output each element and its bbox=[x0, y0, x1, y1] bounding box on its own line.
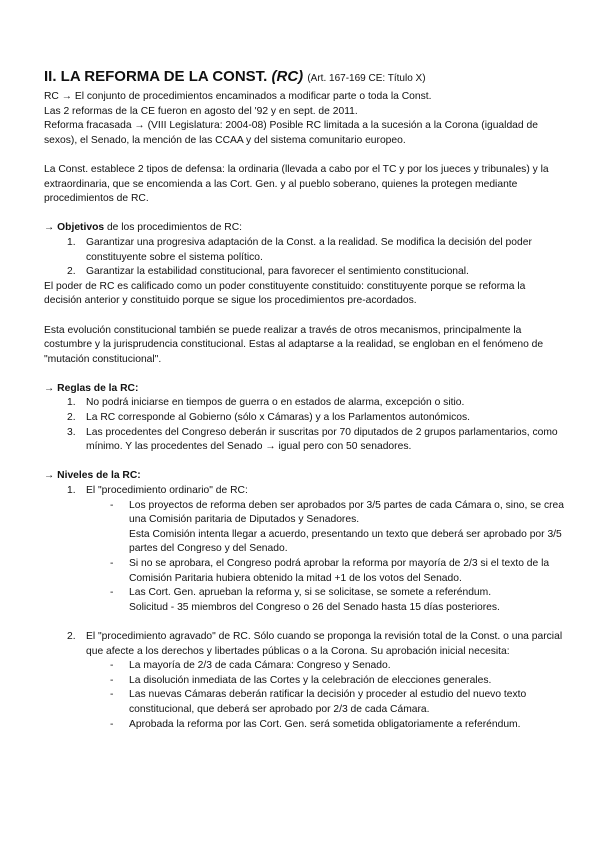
list-item: - Si no se aprobara, el Congreso podrá aprobar la reforma por mayoría de 2/3 si el texto de la Comisión Paritaria hubiera obtenido la mitad +1 de los votos del Senado. bbox=[110, 558, 550, 584]
intro-line-3: Reforma fracasada → (VIII Legislatura: 2004-08) Posible RC limitada a la sucesión a la Corona (igualdad de sexos), el Senado, la mención de las CCAA y del sistema comunitario europeo. bbox=[44, 120, 538, 146]
list-item: 3. Las procedentes del Congreso deberán ir suscritas por 70 diputados de 2 grupos parlamentarios, como mínimo. Y las procedentes del Senado → igual pero con 50 senadores. bbox=[67, 426, 558, 453]
list-item: 1. No podrá iniciarse en tiempos de guerra o en estados de alarma, excepción o sitio. bbox=[67, 397, 465, 409]
title-main: II. LA REFORMA DE LA CONST. bbox=[44, 68, 268, 85]
document-page bbox=[44, 68, 564, 732]
ordinario-list bbox=[44, 499, 564, 616]
title-italic: (RC) bbox=[271, 68, 304, 85]
defensa-paragraph: La Const. establece 2 tipos de defensa: la ordinaria (llevada a cabo por el TC y por los jueces y tribunales) y la extraordinaria, que se encomienda a las Cort. Gen. y al pueblo soberano, quienes la protegen mediante procedimientos de RC. bbox=[44, 163, 549, 205]
niveles-heading: → Niveles de la RC: bbox=[44, 470, 141, 482]
agravado-list bbox=[44, 659, 564, 732]
list-item: - La disolución inmediata de las Cortes y la celebración de elecciones generales. bbox=[110, 674, 492, 686]
title-reference: (Art. 167-169 CE: Título X) bbox=[307, 73, 426, 84]
list-item: - Las nuevas Cámaras deberán ratificar la decisión y proceder al estudio del nuevo texto constitucional, que deberá ser aprobado por 2/3 de cada Cámara. bbox=[110, 689, 527, 715]
procedimiento-agravado: 2. El "procedimiento agravado" de RC. Sólo cuando se proponga la revisión total de la Const. o una parcial que afecte a los derechos y libertades públicas o a la Corona. Su aprobación inicial necesita: bbox=[67, 630, 563, 657]
section-title bbox=[44, 68, 564, 88]
objetivos-label: Objetivos bbox=[57, 222, 105, 234]
list-item: - Aprobada la reforma por las Cort. Gen. será sometida obligatoriamente a referéndum. bbox=[110, 718, 521, 730]
list-item: - Las Cort. Gen. aprueban la reforma y, si se solicitase, se somete a referéndum. Solicitud - 35 miembros del Congreso o 26 del Senado hasta 15 días posteriores. bbox=[110, 587, 500, 613]
list-item: 2. Garantizar la estabilidad constitucional, para favorecer el sentimiento constitucional. bbox=[67, 266, 469, 278]
objetivos-list bbox=[44, 236, 564, 280]
reglas-heading: → Reglas de la RC: bbox=[44, 382, 139, 394]
objetivos-rest: de los procedimientos de RC: bbox=[104, 222, 243, 234]
list-item: 1. Garantizar una progresiva adaptación de la Const. a la realidad. Se modifica la decisión del poder constituyente sobre el sistema político. bbox=[67, 236, 532, 263]
reglas-list bbox=[44, 396, 564, 454]
intro-line-2: Las 2 reformas de la CE fueron en agosto del '92 y en sept. de 2011. bbox=[44, 105, 358, 117]
list-item: - La mayoría de 2/3 de cada Cámara: Congreso y Senado. bbox=[110, 660, 391, 672]
evolucion-paragraph: Esta evolución constitucional también se puede realizar a través de otros mecanismos, principalmente la costumbre y la jurisprudencia constitucional. Estas al adaptarse a la realidad, se engloban en el fenómeno de "mutación constitucional". bbox=[44, 324, 544, 365]
list-item: 2. La RC corresponde al Gobierno (sólo x Cámaras) y a los Parlamentos autonómicos. bbox=[67, 412, 471, 424]
poder-rc-paragraph: El poder de RC es calificado como un poder constituyente constituido: constituyente porque se reforma la decisión anterior y constituido porque se sigue los procedimientos pre-acordados. bbox=[44, 280, 526, 307]
list-item: - Los proyectos de reforma deben ser aprobados por 3/5 partes de cada Cámara o, sino, se crea una Comisión paritaria de Diputados y Senadores. Esta Comisión intenta llegar a acuerdo, presentando un texto que deberá ser aprobado por 3/5 partes del Congreso y del Senado. bbox=[110, 499, 565, 555]
objetivos-arrow: → bbox=[44, 222, 55, 234]
intro-line-1: RC → El conjunto de procedimientos encaminados a modificar parte o toda la Const. bbox=[44, 91, 432, 102]
objetivos-heading bbox=[44, 221, 564, 236]
procedimiento-ordinario: 1. El "procedimiento ordinario" de RC: bbox=[67, 485, 248, 497]
